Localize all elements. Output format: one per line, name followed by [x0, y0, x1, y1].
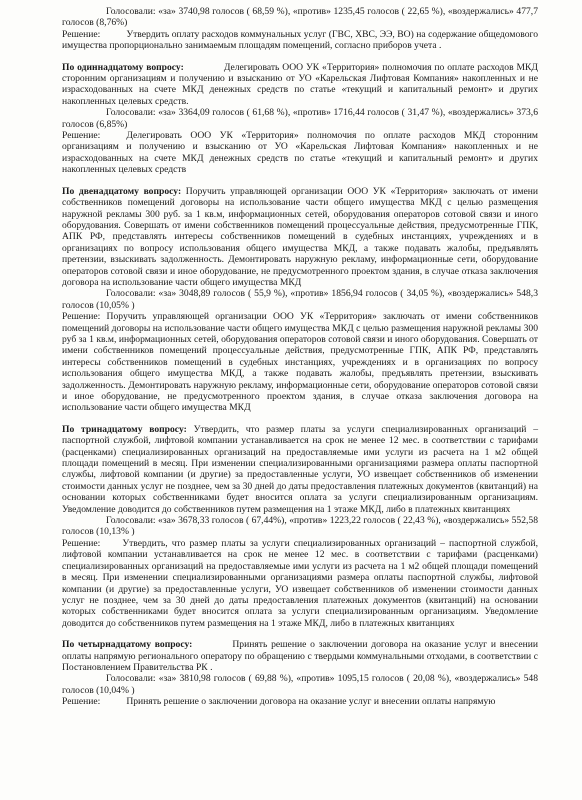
decision-text: Поручить управляющей организации ООО УК «Территория» заключать от имени собственников помещений договоры на использование части общего имущества МКД с целью размещения наружной рекламы 300 руб за 1 кв.м, информационных сетей, оборудования операторов сотовой связи и иного оборудования. Совершать от имени собственников помещений процессуальные действия, предусмотренные ГПК, АПК РФ, представлять интересы собственников помещений в судебных инстанциях, учреждениях и в организациях по вопросу использования общего имущества МКД, а также подавать жалобы, предъявлять претензии, взыскивать задолженность. Демонтировать наружную рекламу, информационные сети, оборудование операторов сотовой связи и иное оборудование, не предусмотренного проектом здания, в случае отказа заключения договора на использование части общего имущества МКД: [62, 311, 538, 414]
votes-line: Голосовали: «за» 3810,98 голосов ( 69,88 %), «против» 1095,15 голосов ( 20,08 %), «воздержались» 548 голосов (10,04% ): [62, 673, 538, 696]
question-12: [62, 186, 538, 414]
question-paragraph: По одиннадцатому вопросу: Делегировать ООО УК «Территория» полномочия по оплате расходов МКД сторонним организациям и получению и взысканию от УО «Карельская Лифтовая Компания» накопленных и не израсходованных на счете МКД денежных средств по статье «текущий и капитальный ремонт» и других накопленных целевых средств.: [62, 61, 538, 107]
question-text: Поручить управляющей организации ООО УК «Территория» заключать от имени собственников помещений договоры на использование части общего имущества МКД с целью размещения наружной рекламы 300 руб. за 1 кв.м, информационных сетей, оборудования операторов сотовой связи и иного оборудования. Совершать от имени собственников помещений процессуальные действия, предусмотренные ГПК, АПК РФ, представлять интересы собственников помещений в судебных инстанциях, учреждениях и в организациях по вопросу использования общего имущества МКД, а также подавать жалобы, предъявлять претензии, взыскивать задолженность. Демонтировать наружную рекламу, информационные сети, оборудование операторов сотовой связи и иное оборудование, не предусмотренного проектом здания, в случае отказа заключения договора на использование части общего имущества МКД: [62, 185, 538, 288]
question-paragraph: По четырнадцатому вопросу: Принять решение о заключении договора на оказание услуг и внесении оплаты напрямую регионального оператору по обращению с твердыми коммунальными отходами, в соответствии с Постановлением Правительства РК .: [62, 639, 538, 673]
votes-line: Голосовали: «за» 3364,09 голосов ( 61,68 %), «против» 1716,44 голосов ( 31,47 %), «воздержались» 373,6 голосов (6,85%): [62, 107, 538, 130]
question-heading: По четырнадцатому вопросу: [62, 639, 190, 651]
question-text: Утвердить, что размер платы за услуги специализированных организаций – паспортной службой, лифтовой компании устанавливается на срок не менее 12 мес. в соответствии с тарифами (расценками) специализированных организаций на предоставляемые ими услуги из расчета на 1 м2 общей площади помещений в месяц. При изменении специализированными организациями размера оплаты паспортной службы, лифтовой компании (и другие) за предоставленные услуги, УО извещает собственников об изменении стоимости данных услуг не позднее, чем за 30 дней до даты предоставления платежных документов (квитанций) на основании которых собственниками будет вносится оплата за услуги специализированным организациям. Уведомление доводится до собственников путем размещения на 1 этаже МКД, либо в платежных квитанциях: [62, 423, 538, 515]
decision-text: Делегировать ООО УК «Территория» полномочия по оплате расходов МКД сторонним организациям и получению и взысканию от УО «Карельская Лифтовая Компания» накопленных и не израсходованных на счете МКД денежных средств по статье «текущий и капитальный ремонт» и других накопленных целевых средств: [62, 130, 538, 176]
decision-label: Решение:: [62, 28, 101, 40]
question-text: Делегировать ООО УК «Территория» полномочия по оплате расходов МКД сторонним организациям и получению и взысканию от УО «Карельская Лифтовая Компания» накопленных и не израсходованных на счете МКД денежных средств по статье «текущий и капитальный ремонт» и других накопленных целевых средств.: [62, 61, 538, 107]
question-heading: По тринадцатому вопросу: [62, 423, 184, 435]
question-heading: По одиннадцатому вопросу: [62, 61, 181, 73]
decision-paragraph: [62, 29, 538, 52]
votes-line: Голосовали: «за» 3048,89 голосов ( 55,9 %), «против» 1856,94 голосов ( 34,05 %), «воздержались» 548,3 голосов (10,05% ): [62, 288, 538, 311]
decision-label: Решение:: [62, 311, 101, 323]
decision-label: Решение:: [62, 696, 101, 708]
votes-line: Голосовали: «за» 3678,33 голосов ( 67,44%), «против» 1223,22 голосов ( 22,43 %), «воздержались» 552,58 голосов (10,13% ): [62, 515, 538, 538]
decision-paragraph: [62, 696, 538, 707]
question-paragraph: По тринадцатому вопросу: Утвердить, что размер платы за услуги специализированных организаций – паспортной службой, лифтовой компании устанавливается на срок не менее 12 мес. в соответствии с тарифами (расценками) специализированных организаций на предоставляемые ими услуги из расчета на 1 м2 общей площади помещений в месяц. При изменении специализированными организациями размера оплаты паспортной службы, лифтовой компании (и другие) за предоставленные услуги, УО извещает собственников об изменении стоимости данных услуг не позднее, чем за 30 дней до даты предоставления платежных документов (квитанций) на основании которых собственниками будет вносится оплата за услуги специализированным организациям. Уведомление доводится до собственников путем размещения на 1 этаже МКД, либо в платежных квитанциях: [62, 423, 538, 515]
votes-line: Голосовали: «за» 3740,98 голосов ( 68,59 %), «против» 1235,45 голосов ( 22,65 %), «воздержались» 477,7 голосов (8,76%): [62, 6, 538, 29]
decision-text: Утвердить оплату расходов коммунальных услуг (ГВС, ХВС, ЭЭ, ВО) на содержание общедомового имущества пропорционально занимаемым площадям помещений, согласно приборов учета .: [62, 28, 538, 52]
decision-paragraph: [62, 538, 538, 629]
question-heading: По двенадцатому вопросу: [62, 185, 178, 197]
item-10-continuation: [62, 6, 538, 52]
decision-label: Решение:: [62, 537, 101, 549]
question-13: [62, 424, 538, 629]
decision-text: Принять решение о заключении договора на оказание услуг и внесении оплаты напрямую: [126, 696, 496, 708]
question-text: Принять решение о заключении договора на оказание услуг и внесении оплаты напрямую регионального оператору по обращению с твердыми коммунальными отходами, в соответствии с Постановлением Правительства РК .: [62, 639, 538, 673]
decision-label: Решение:: [62, 130, 101, 142]
question-paragraph: По двенадцатому вопросу: Поручить управляющей организации ООО УК «Территория» заключать от имени собственников помещений договоры на использование части общего имущества МКД с целью размещения наружной рекламы 300 руб. за 1 кв.м, информационных сетей, оборудования операторов сотовой связи и иного оборудования. Совершать от имени собственников помещений процессуальные действия, предусмотренные ГПК, АПК РФ, представлять интересы собственников помещений в судебных инстанциях, учреждениях и в организациях по вопросу использования общего имущества МКД, а также подавать жалобы, предъявлять претензии, взыскивать задолженность. Демонтировать наружную рекламу, информационные сети, оборудование операторов сотовой связи и иное оборудование, не предусмотренного проектом здания, в случае отказа заключения договора на использование части общего имущества МКД: [62, 185, 538, 288]
decision-paragraph: [62, 311, 538, 414]
question-14: [62, 639, 538, 707]
decision-text: Утвердить, что размер платы за услуги специализированных организаций – паспортной службой, лифтовой компании устанавливается на срок не менее 12 мес. в соответствии с тарифами (расценками) специализированных организаций на предоставляемые ими услуги из расчета на 1 м2 общей площади помещений в месяц. При изменении специализированными организациями размера оплаты паспортной службы, лифтовой компании (и другие) за предоставленные услуги, УО извещает собственников об изменении стоимости данных услуг не позднее, чем за 30 дней до даты предоставления платежных документов (квитанций) на основании которых собственниками будет вносится оплата за услуги специализированным организациям. Уведомление доводится до собственников путем размещения на 1 этаже МКД, либо в платежных квитанциях: [62, 537, 538, 629]
decision-paragraph: [62, 130, 538, 176]
question-11: [62, 62, 538, 176]
